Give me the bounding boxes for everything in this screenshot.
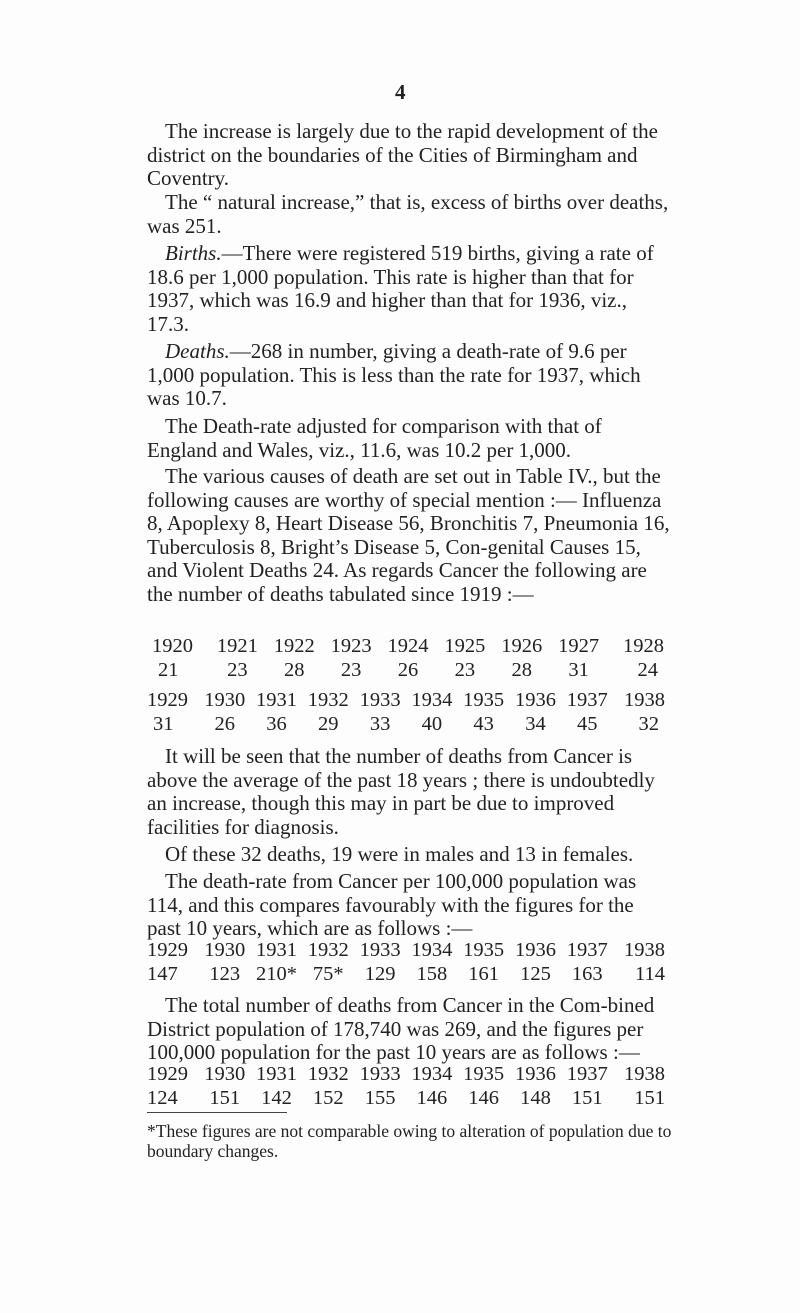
table-cell: 1930 bbox=[204, 1063, 246, 1085]
cancer-rate-table-district bbox=[147, 939, 665, 986]
table-cell: 1925 bbox=[444, 635, 486, 657]
table-cell: 1936 bbox=[514, 1063, 556, 1085]
table-cell: 158 bbox=[416, 962, 448, 985]
table-cell: 129 bbox=[364, 962, 396, 985]
paragraph-cancer-average bbox=[147, 745, 670, 839]
table-cell: 123 bbox=[209, 962, 241, 985]
table-cell: 146 bbox=[468, 1086, 500, 1109]
footnote-rule bbox=[147, 1112, 287, 1113]
table-cell: 31 bbox=[568, 658, 589, 681]
table-cell: 1922 bbox=[273, 635, 315, 657]
table-cell: 1933 bbox=[359, 1063, 401, 1085]
table-cell: 1928 bbox=[623, 635, 664, 657]
table-cell: 1936 bbox=[514, 689, 556, 711]
paragraph-text: —268 in number, giving a death-rate of 9.6 per 1,000 population. This is less than the rate for 1937, which was 10.7. bbox=[147, 339, 641, 411]
table-cell: 1933 bbox=[359, 939, 401, 961]
table-cell: 152 bbox=[312, 1086, 344, 1109]
paragraph-causes bbox=[147, 465, 670, 607]
table-cell: 1934 bbox=[411, 1063, 453, 1085]
deaths-label: Deaths. bbox=[165, 339, 230, 363]
cancer-deaths-table-1929-1938 bbox=[147, 689, 665, 736]
table-cell: 210* bbox=[255, 962, 297, 985]
table-cell: 33 bbox=[369, 712, 391, 735]
table-row-values bbox=[147, 963, 665, 987]
table-cell: 1930 bbox=[204, 689, 246, 711]
table-cell: 1931 bbox=[255, 1063, 297, 1085]
table-cell: 151 bbox=[634, 1086, 665, 1109]
table-cell: 1927 bbox=[558, 635, 600, 657]
table-cell: 1926 bbox=[501, 635, 543, 657]
paragraph-combined-district bbox=[147, 994, 670, 1065]
table-cell: 124 bbox=[147, 1086, 178, 1109]
paragraph-births bbox=[147, 242, 670, 336]
table-cell: 1929 bbox=[147, 689, 188, 711]
table-cell: 148 bbox=[520, 1086, 551, 1109]
table-cell: 147 bbox=[147, 962, 178, 985]
table-cell: 40 bbox=[421, 712, 443, 735]
paragraph-text: The “ natural increase,” that is, excess of births over deaths, was 251. bbox=[147, 190, 669, 238]
table-cell: 28 bbox=[283, 658, 305, 681]
table-cell: 125 bbox=[520, 962, 551, 985]
table-cell: 114 bbox=[635, 962, 665, 985]
table-cell: 1931 bbox=[255, 939, 297, 961]
births-label: Births. bbox=[165, 241, 222, 265]
table-cell: 45 bbox=[577, 712, 598, 735]
paragraph-adjusted-rate bbox=[147, 415, 670, 462]
page-number: 4 bbox=[395, 80, 406, 104]
table-cell: 23 bbox=[227, 658, 248, 681]
paragraph-text: The total number of deaths from Cancer in the Com-bined District population of 178,740 was 269, and the figures per 100,000 population for the past 10 years are as follows :— bbox=[147, 993, 655, 1065]
table-cell: 26 bbox=[397, 658, 419, 681]
paragraph-cancer-rate bbox=[147, 870, 670, 941]
paragraph-text: The death-rate from Cancer per 100,000 population was 114, and this compares favourably with the figures for the past 10 years, which are as follows :— bbox=[147, 869, 637, 941]
table-cell: 32 bbox=[638, 712, 659, 735]
table-cell: 1921 bbox=[216, 635, 258, 657]
table-cell: 1938 bbox=[624, 1063, 665, 1085]
table-cell: 31 bbox=[153, 712, 174, 735]
table-cell: 1933 bbox=[359, 689, 401, 711]
table-cell: 155 bbox=[364, 1086, 396, 1109]
paragraph-natural-increase bbox=[147, 191, 670, 238]
footnote: *These figures are not comparable owing to alteration of population due to boundary changes. bbox=[147, 1121, 672, 1161]
paragraph-text: The various causes of death are set out in Table IV., but the following causes are worthy of special mention :— Influenza 8, Apoplexy 8, Heart Disease 56, Bronchitis 7, Pneumonia 16, Tuberculosis 8, Bright’s Disease 5, Con-genital Causes 15, and Violent Deaths 24. As regards Cancer the following are the number of deaths tabulated since 1919 :— bbox=[147, 464, 670, 606]
table-cell: 1934 bbox=[411, 939, 453, 961]
table-cell: 23 bbox=[454, 658, 476, 681]
table-row-years bbox=[147, 689, 665, 713]
table-cell: 1935 bbox=[463, 1063, 505, 1085]
table-cell: 1932 bbox=[307, 1063, 349, 1085]
table-cell: 34 bbox=[525, 712, 546, 735]
table-cell: 24 bbox=[637, 658, 658, 681]
table-row-years bbox=[147, 1063, 665, 1087]
table-cell: 1930 bbox=[204, 939, 246, 961]
table-cell: 1929 bbox=[147, 1063, 188, 1085]
paragraph-text: The increase is largely due to the rapid development of the district on the boundaries of the Cities of Birmingham and Coventry. bbox=[147, 119, 658, 191]
table-cell: 28 bbox=[511, 658, 532, 681]
table-cell: 1937 bbox=[566, 939, 608, 961]
table-cell: 43 bbox=[473, 712, 494, 735]
table-cell: 151 bbox=[209, 1086, 241, 1109]
table-cell: 1938 bbox=[624, 689, 665, 711]
table-cell: 23 bbox=[340, 658, 362, 681]
table-cell: 36 bbox=[266, 712, 287, 735]
cancer-rate-table-combined bbox=[147, 1063, 665, 1110]
table-cell: 151 bbox=[571, 1086, 603, 1109]
cancer-deaths-table-1920-1928 bbox=[152, 635, 664, 682]
table-cell: 1932 bbox=[307, 689, 349, 711]
table-cell: 1937 bbox=[566, 689, 608, 711]
table-cell: 1935 bbox=[463, 689, 505, 711]
table-row-years bbox=[152, 635, 664, 659]
paragraph-deaths bbox=[147, 340, 670, 411]
table-row-values bbox=[147, 713, 665, 737]
paragraph-text: The Death-rate adjusted for comparison with that of England and Wales, viz., 11.6, was 10.2 per 1,000. bbox=[147, 414, 602, 462]
table-cell: 142 bbox=[261, 1086, 292, 1109]
paragraph-males-females bbox=[147, 843, 670, 867]
table-cell: 1935 bbox=[463, 939, 505, 961]
paragraph-text: —There were registered 519 births, giving a rate of 18.6 per 1,000 population. This rate is higher than that for 1937, which was 16.9 and higher than that for 1936, viz., 17.3. bbox=[147, 241, 654, 336]
paragraph-text: It will be seen that the number of deaths from Cancer is above the average of the past 18 years ; there is undoubtedly an increase, though this may in part be due to improved facilities for diagnosis. bbox=[147, 744, 655, 839]
table-row-years bbox=[147, 939, 665, 963]
table-cell: 26 bbox=[214, 712, 235, 735]
table-row-values bbox=[152, 659, 664, 683]
table-cell: 161 bbox=[468, 962, 500, 985]
table-cell: 29 bbox=[318, 712, 339, 735]
paragraph-text: Of these 32 deaths, 19 were in males and 13 in females. bbox=[165, 842, 634, 866]
table-cell: 1929 bbox=[147, 939, 188, 961]
table-cell: 1936 bbox=[514, 939, 556, 961]
table-cell: 21 bbox=[158, 658, 179, 681]
table-cell: 75* bbox=[312, 962, 344, 985]
table-cell: 146 bbox=[416, 1086, 448, 1109]
table-cell: 1924 bbox=[387, 635, 429, 657]
table-cell: 1938 bbox=[624, 939, 665, 961]
table-cell: 1932 bbox=[307, 939, 349, 961]
table-cell: 1923 bbox=[330, 635, 372, 657]
paragraph-development bbox=[147, 120, 670, 191]
table-cell: 1920 bbox=[152, 635, 193, 657]
table-cell: 1937 bbox=[566, 1063, 608, 1085]
table-cell: 163 bbox=[571, 962, 603, 985]
table-cell: 1934 bbox=[411, 689, 453, 711]
table-cell: 1931 bbox=[255, 689, 297, 711]
table-row-values bbox=[147, 1087, 665, 1111]
